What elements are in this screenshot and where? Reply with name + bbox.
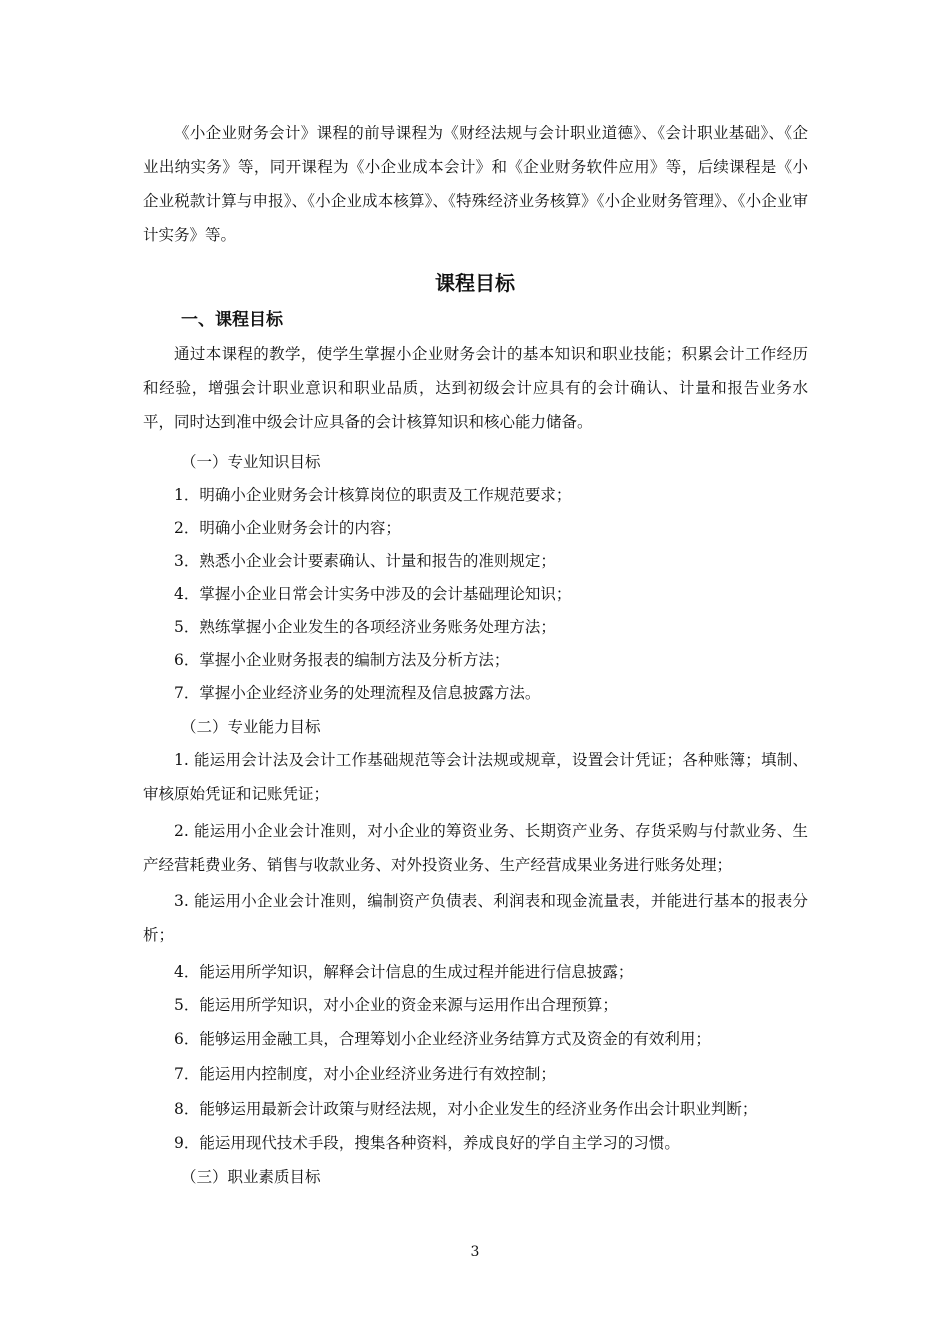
goal-paragraph: 通过本课程的教学，使学生掌握小企业财务会计的基本知识和职业技能；积累会计工作经历和经验，增强会计职业意识和职业品质，达到初级会计应具有的会计确认、计量和报告业务水平，同时达到准中级会计应具备的会计核算知识和核心能力储备。 bbox=[143, 345, 808, 431]
heading-course-goals: 一、课程目标 bbox=[181, 310, 283, 330]
ability-heading: （二）专业能力目标 bbox=[181, 718, 321, 736]
ability-item: 4．能运用所学知识，解释会计信息的生成过程并能进行信息披露； bbox=[174, 963, 634, 981]
section-title: 课程目标 bbox=[435, 271, 515, 295]
knowledge-item: 2．明确小企业财务会计的内容； bbox=[174, 519, 401, 537]
ability-item: 7．能运用内控制度，对小企业经济业务进行有效控制； bbox=[174, 1065, 556, 1083]
knowledge-item: 6．掌握小企业财务报表的编制方法及分析方法； bbox=[174, 651, 510, 669]
knowledge-item: 5．熟练掌握小企业发生的各项经济业务账务处理方法； bbox=[174, 618, 556, 636]
knowledge-item: 1．明确小企业财务会计核算岗位的职责及工作规范要求； bbox=[174, 486, 572, 504]
intro-paragraph: 《小企业财务会计》课程的前导课程为《财经法规与会计职业道德》、《会计职业基础》、《企业出纳实务》等，同开课程为《小企业成本会计》和《企业财务软件应用》等，后续课程是《小企业税款计算与申报》、《小企业成本核算》、《特殊经济业务核算》《小企业财务管理》、《小企业审计实务》等。 bbox=[143, 124, 808, 244]
knowledge-heading: （一）专业知识目标 bbox=[181, 453, 321, 471]
knowledge-item: 4．掌握小企业日常会计实务中涉及的会计基础理论知识； bbox=[174, 585, 572, 603]
page-number: 3 bbox=[470, 1244, 480, 1260]
knowledge-item: 7．掌握小企业经济业务的处理流程及信息披露方法。 bbox=[174, 684, 541, 702]
ability-item: 8．能够运用最新会计政策与财经法规，对小企业发生的经济业务作出会计职业判断； bbox=[174, 1100, 758, 1118]
ability-item: 2. 能运用小企业会计准则，对小企业的筹资业务、长期资产业务、存货采购与付款业务、生产经营耗费业务、销售与收款业务、对外投资业务、生产经营成果业务进行账务处理； bbox=[143, 822, 808, 874]
ability-item: 6．能够运用金融工具，合理筹划小企业经济业务结算方式及资金的有效利用； bbox=[174, 1030, 711, 1048]
quality-heading: （三）职业素质目标 bbox=[181, 1168, 321, 1186]
ability-item: 3. 能运用小企业会计准则，编制资产负债表、利润表和现金流量表，并能进行基本的报表分析； bbox=[143, 892, 808, 944]
ability-item: 9．能运用现代技术手段，搜集各种资料，养成良好的学自主学习的习惯。 bbox=[174, 1134, 680, 1152]
ability-item: 5．能运用所学知识，对小企业的资金来源与运用作出合理预算； bbox=[174, 996, 618, 1014]
knowledge-item: 3．熟悉小企业会计要素确认、计量和报告的准则规定； bbox=[174, 552, 556, 570]
ability-item: 1. 能运用会计法及会计工作基础规范等会计法规或规章，设置会计凭证；各种账簿；填制、审核原始凭证和记账凭证； bbox=[143, 751, 808, 803]
